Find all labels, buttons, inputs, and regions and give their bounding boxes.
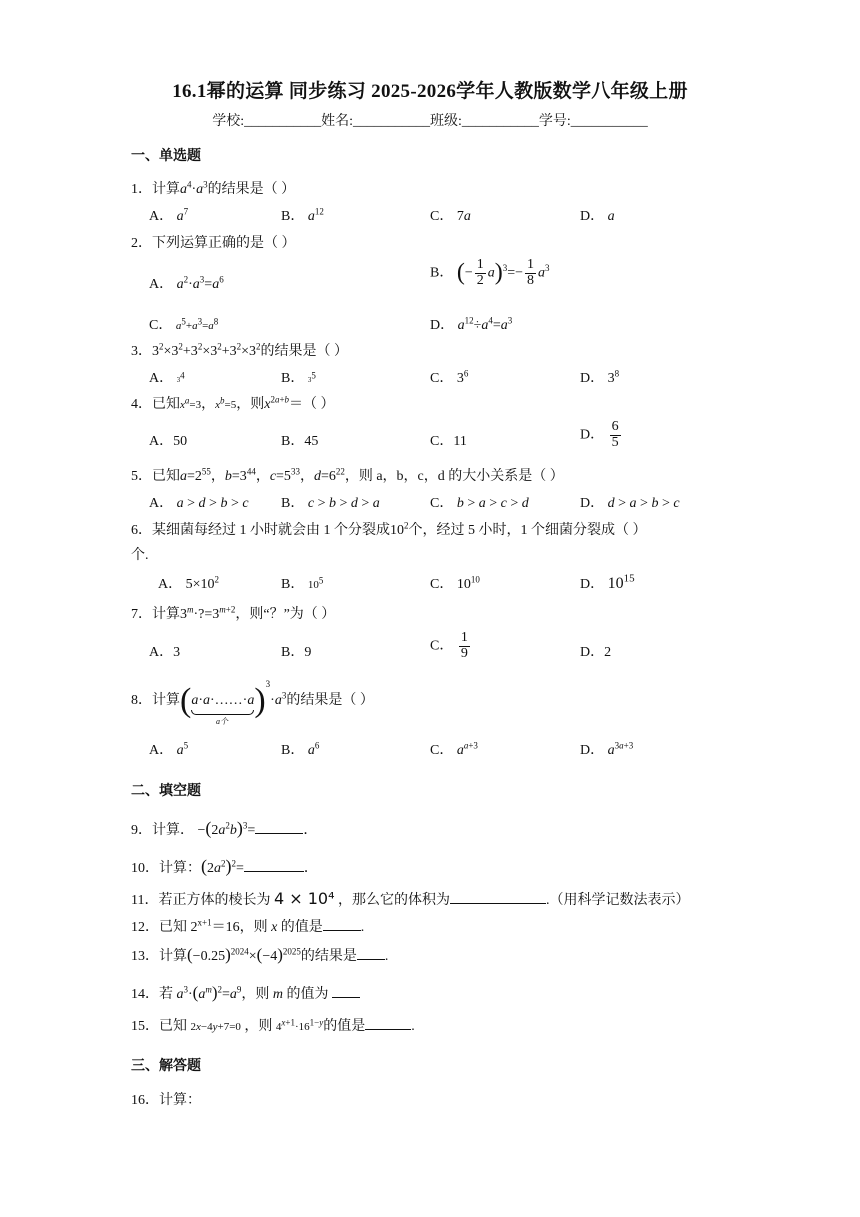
question-16: 16．计算： xyxy=(131,1093,201,1108)
option-c: C． b > a > c > d xyxy=(430,496,529,511)
option-a: A． $5\times 10^2$ xyxy=(158,574,220,592)
option-a: A． $3^4$ xyxy=(149,370,185,386)
question-9: 9．计算． $-(2a^2b)^3=$ ． xyxy=(131,818,318,838)
option-b: B． $a^{12}$ xyxy=(281,206,324,224)
option-d: D． $10^{15}$ xyxy=(580,572,635,592)
question-6-continued: 个. xyxy=(131,548,149,563)
page-title: 16.1幂的运算 同步练习 2025-2026学年人教版数学八年级上册 xyxy=(172,81,688,102)
option-c: C． $a^{a+3}$ xyxy=(430,740,478,758)
question-14: 14．若 $a^3\cdot(a^m)^2=a^9$，则 m 的值为 xyxy=(131,983,360,1003)
option-a: A．3 xyxy=(149,645,181,660)
question-11: 11．若正方体的棱长为 4 × 10⁴ ，那么它的体积为 .（用科学记数法表示） xyxy=(131,889,690,908)
option-d: D． a xyxy=(580,209,615,224)
question-10: 10．计算：$(2a^2)^2=$ ． xyxy=(131,856,318,876)
option-c: C． $a^5+a^3=a^8$ xyxy=(149,316,219,333)
option-d: D．2 xyxy=(580,645,612,660)
option-b: B． $3^5$ xyxy=(281,370,316,386)
option-c: C．11 xyxy=(430,434,467,449)
question-1: 1．计算$a^4\cdot a^3$的结果是（ ） xyxy=(131,179,296,197)
option-a: A． $a^7$ xyxy=(149,206,189,224)
option-a: A． $a^5$ xyxy=(149,740,189,758)
question-7: 7．计算$3^m\cdot?=3^{m+2}$，则“？”为（ ） xyxy=(131,604,336,622)
option-b: B． $10^5$ xyxy=(281,575,324,592)
option-b: B． c > b > d > a xyxy=(281,496,380,511)
option-c: C． $10^{10}$ xyxy=(430,574,480,592)
section-heading: 三、解答题 xyxy=(131,1059,201,1074)
option-b: B． (− $\frac{1}{2}$ a)$^3$=− $\frac{1}{8}$ $a^3$ xyxy=(430,257,550,288)
section-heading: 一、单选题 xyxy=(131,149,201,164)
count-label: a个 xyxy=(216,717,228,726)
option-c: C． $\frac{1}{9}$ xyxy=(430,630,468,661)
question-3: 3．$3^2\times 3^2+3^2\times 3^2+3^2\times 3^2$的结果是（ ） xyxy=(131,341,349,359)
option-b: B．9 xyxy=(281,645,312,660)
option-d: D． $\frac{6}{5}$ xyxy=(580,419,619,450)
option-d: D． $3^8$ xyxy=(580,368,620,386)
question-5: 5．已知$a=2^{55}$，$b=3^{44}$，$c=5^{33}$，$d=6^{22}$，则 a，b，c，d 的大小关系是（ ） xyxy=(131,466,564,484)
question-6: 6．某细菌每经过 1 小时就会由 1 个分裂成$10^2$个，经过 5 小时，1 个细菌分裂成（ ） xyxy=(131,520,647,538)
question-4: 4．已知$x^a=3$，$x^b=5$，则$x^{2a+b}=$（ ） xyxy=(131,394,335,412)
option-d: D． $a^{3a+3}$ xyxy=(580,740,634,758)
student-info-line: 学校:___________姓名:___________班级:___________学号:___________ xyxy=(212,114,648,129)
question-13: 13．计算$(-0.25)^{2024}\times(-4)^{2025}$的结果是 . xyxy=(131,945,389,964)
question-8: 8．计算$(a\cdot a\cdot\dots\dots\cdot a)^3\cdot a^3$的结果是（ ） xyxy=(131,678,374,719)
option-c: C． $3^6$ xyxy=(430,368,469,386)
question-2: 2．下列运算正确的是（ ） xyxy=(131,236,296,251)
option-a: A． a > d > b > c xyxy=(149,496,249,511)
option-a: A． $a^2\cdot a^3=a^6$ xyxy=(149,274,224,292)
question-12: 12．已知 $2^{x+1}=16$，则 x 的值是 . xyxy=(131,917,365,935)
option-b: B．45 xyxy=(281,434,319,449)
option-d: D． $a^{12}\div a^4=a^3$ xyxy=(430,315,513,333)
option-b: B． $a^6$ xyxy=(281,740,320,758)
option-a: A．50 xyxy=(149,434,188,449)
section-heading: 二、填空题 xyxy=(131,784,201,799)
option-d: D． d > a > b > c xyxy=(580,496,680,511)
option-c: C． 7a xyxy=(430,209,471,224)
question-15: 15．已知 2x−4y+7=0 ，则 $4^{x+1}\cdot 16^{1-y}$的值是 . xyxy=(131,1017,415,1034)
